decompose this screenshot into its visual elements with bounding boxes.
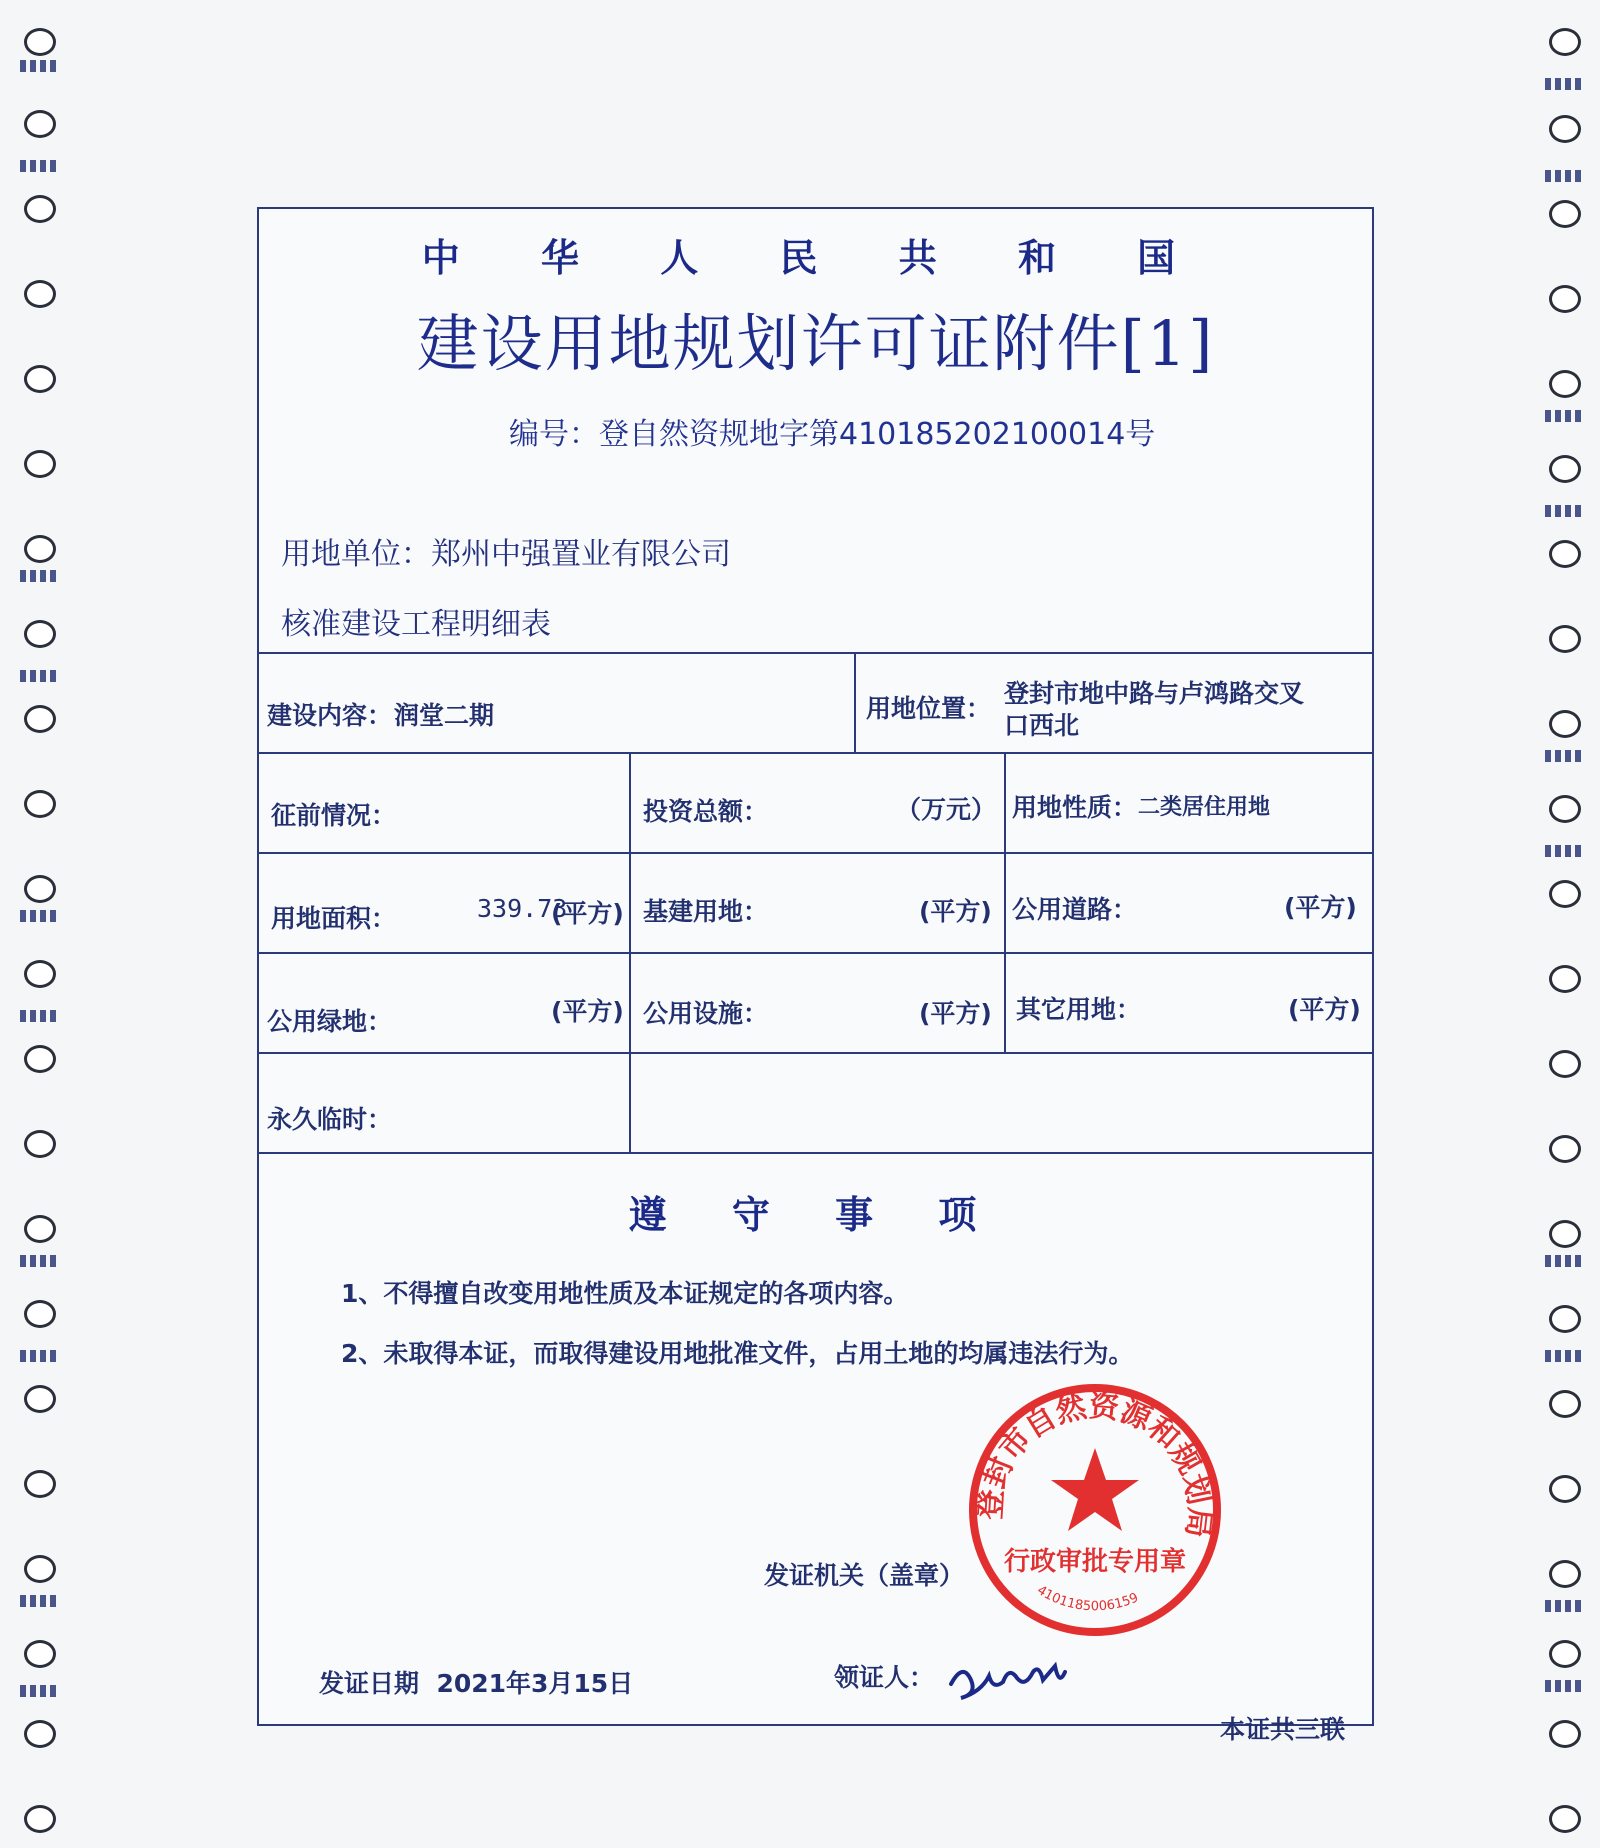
perforation-hole: [1549, 200, 1581, 228]
applicant-line: [281, 529, 731, 573]
perforation-hole: [24, 875, 56, 903]
area-cell: [259, 854, 631, 954]
perforation-hole: [24, 28, 56, 56]
tick-marks: [1545, 1600, 1585, 1612]
right-perforation-strip: [1535, 0, 1595, 1848]
seal-center-text: 行政审批专用章: [1003, 1547, 1187, 1577]
perforation-hole: [1549, 1475, 1581, 1503]
perforation-hole: [24, 195, 56, 223]
tick-marks: [1545, 845, 1585, 857]
tick-marks: [1545, 410, 1585, 422]
perforation-hole: [24, 960, 56, 988]
public-road-cell: [1006, 854, 1372, 954]
perforation-hole: [1549, 28, 1581, 56]
issue-date: 2021年3月15日: [436, 1669, 634, 1698]
perforation-hole: [1549, 1135, 1581, 1163]
official-seal: [965, 1380, 1225, 1640]
perforation-hole: [24, 620, 56, 648]
perforation-hole: [1549, 1050, 1581, 1078]
tick-marks: [1545, 170, 1585, 182]
perforation-hole: [24, 365, 56, 393]
issue-date-line: [319, 1664, 633, 1700]
location-value-line2: 口西北: [1004, 711, 1080, 740]
receiver-label: 领证人：: [834, 1663, 935, 1692]
perforation-hole: [24, 1215, 56, 1243]
permanent-temporary-value-cell: [631, 1054, 1372, 1154]
land-nature-label: 用地性质：: [1012, 793, 1138, 822]
tick-marks: [1545, 1680, 1585, 1692]
perforation-hole: [24, 705, 56, 733]
tick-marks: [20, 1685, 60, 1697]
perforation-hole: [1549, 285, 1581, 313]
investment-unit: （万元）: [896, 795, 997, 824]
pre-status-label: 征前情况：: [271, 801, 397, 830]
perforation-hole: [24, 1045, 56, 1073]
facility-cell: [631, 954, 1006, 1054]
perforation-hole: [1549, 540, 1581, 568]
green-land-cell: [259, 954, 631, 1054]
seal-arc-text: 登封市自然资源和规划局: [973, 1388, 1217, 1540]
tick-marks: [20, 910, 60, 922]
perforation-hole: [24, 1720, 56, 1748]
area-label: 用地面积：: [271, 904, 397, 933]
perforation-hole: [1549, 1720, 1581, 1748]
perforation-hole: [1549, 965, 1581, 993]
left-perforation-strip: [10, 0, 70, 1848]
facility-unit: (平方): [919, 999, 992, 1028]
perforation-hole: [1549, 1305, 1581, 1333]
permanent-temporary-cell: [259, 1054, 631, 1154]
perforation-hole: [1549, 1805, 1581, 1833]
perforation-hole: [1549, 795, 1581, 823]
issuing-authority-label: 发证机关（盖章）: [764, 1561, 965, 1590]
perforation-hole: [24, 1805, 56, 1833]
detail-table-title: 核准建设工程明细表: [281, 607, 551, 642]
country-heading: 中 华 人 民 共 和 国: [421, 236, 1210, 280]
perforation-hole: [1549, 1390, 1581, 1418]
perforation-hole: [24, 1385, 56, 1413]
tick-marks: [20, 160, 60, 172]
perforation-hole: [24, 535, 56, 563]
investment-cell: [631, 754, 1006, 854]
tick-marks: [20, 570, 60, 582]
tick-marks: [1545, 505, 1585, 517]
perforation-hole: [24, 450, 56, 478]
content-value: 润堂二期: [394, 701, 495, 730]
area-value: 339.73: [477, 894, 568, 923]
location-value-line1: 登封市地中路与卢鸿路交叉: [1004, 679, 1305, 708]
green-land-unit: (平方): [551, 997, 624, 1026]
investment-label: 投资总额：: [643, 797, 769, 826]
receiver-line: [834, 1654, 1083, 1704]
tick-marks: [1545, 750, 1585, 762]
permit-title: 建设用地规划许可证附件[1]: [416, 307, 1215, 380]
tick-marks: [20, 60, 60, 72]
perforation-hole: [1549, 455, 1581, 483]
tick-marks: [1545, 78, 1585, 90]
other-land-label: 其它用地：: [1016, 995, 1142, 1024]
land-nature-value: 二类居住用地: [1138, 795, 1271, 820]
perforation-hole: [24, 1470, 56, 1498]
perforation-hole: [1549, 1560, 1581, 1588]
content-label: 建设内容：: [267, 701, 393, 730]
rule-item-2: 2、未取得本证，而取得建设用地批准文件，占用土地的均属违法行为。: [341, 1339, 1134, 1368]
location-cell: [856, 654, 1372, 754]
green-land-label: 公用绿地：: [267, 1007, 393, 1036]
tick-marks: [20, 1255, 60, 1267]
perforation-hole: [24, 280, 56, 308]
perforation-hole: [24, 110, 56, 138]
seal-code: 4101185006159: [1034, 1582, 1141, 1615]
public-road-unit: (平方): [1284, 893, 1357, 922]
tick-marks: [20, 1595, 60, 1607]
base-land-label: 基建用地：: [643, 897, 769, 926]
base-land-unit: (平方): [919, 897, 992, 926]
certificate-number: 编号：登自然资规地字第410185202100014号: [509, 417, 1156, 452]
tick-marks: [20, 670, 60, 682]
tick-marks: [20, 1350, 60, 1362]
tick-marks: [1545, 1255, 1585, 1267]
location-label: 用地位置：: [866, 694, 992, 723]
land-nature-cell: [1006, 754, 1372, 854]
perforation-hole: [1549, 625, 1581, 653]
rules-heading: 遵 守 事 项: [628, 1193, 1003, 1237]
public-road-label: 公用道路：: [1012, 895, 1138, 924]
copies-note: 本证共三联: [1220, 1715, 1346, 1744]
content-cell: [259, 654, 856, 754]
perforation-hole: [1549, 370, 1581, 398]
pre-status-cell: [259, 754, 631, 854]
applicant-label: 用地单位：: [281, 537, 431, 572]
perforation-hole: [1549, 115, 1581, 143]
receiver-signature: [943, 1654, 1083, 1704]
other-land-unit: (平方): [1288, 995, 1361, 1024]
perforation-hole: [24, 1555, 56, 1583]
base-land-cell: [631, 854, 1006, 954]
tick-marks: [1545, 1350, 1585, 1362]
perforation-hole: [1549, 1220, 1581, 1248]
applicant-name: 郑州中强置业有限公司: [431, 537, 731, 572]
rule-item-1: 1、不得擅自改变用地性质及本证规定的各项内容。: [341, 1279, 909, 1308]
perforation-hole: [24, 1300, 56, 1328]
permanent-temporary-label: 永久临时：: [267, 1105, 393, 1134]
perforation-hole: [1549, 710, 1581, 738]
perforation-hole: [1549, 1640, 1581, 1668]
perforation-hole: [24, 1130, 56, 1158]
other-land-cell: [1006, 954, 1372, 1054]
perforation-hole: [1549, 880, 1581, 908]
perforation-hole: [24, 1640, 56, 1668]
facility-label: 公用设施：: [643, 999, 769, 1028]
seal-star-icon: [1051, 1448, 1139, 1531]
perforation-hole: [24, 790, 56, 818]
issue-date-label: 发证日期: [319, 1669, 420, 1698]
area-unit: (平方): [551, 899, 624, 928]
tick-marks: [20, 1010, 60, 1022]
